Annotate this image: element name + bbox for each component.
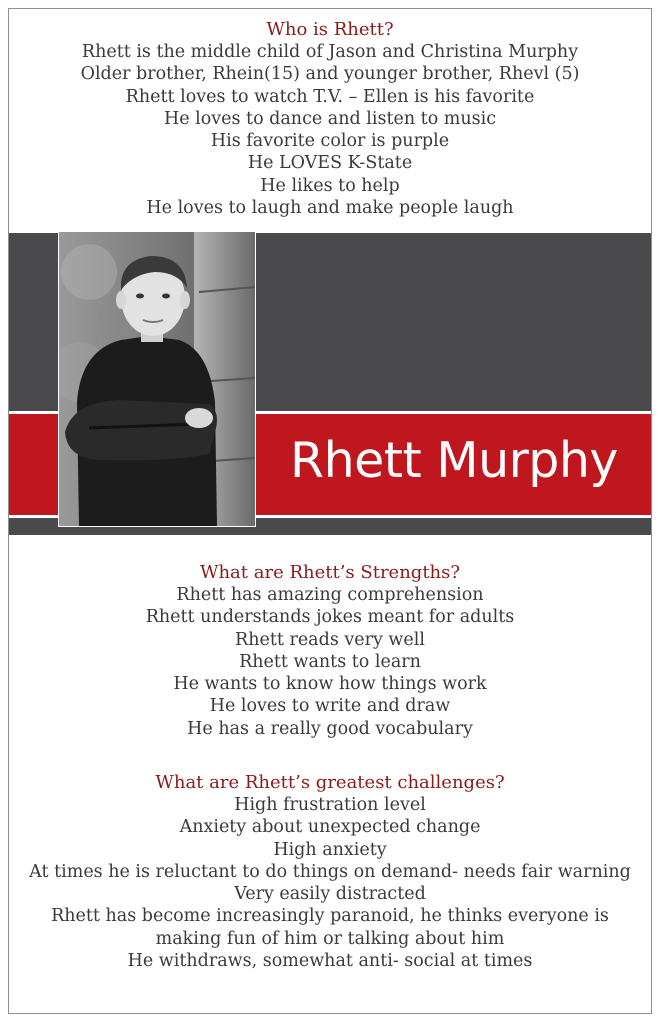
challenges-line: He withdraws, somewhat anti- social at times	[127, 951, 533, 972]
challenges-line: High anxiety	[273, 839, 387, 860]
about-line: He likes to help	[260, 175, 400, 196]
about-line: Older brother, Rhein(15) and younger brother, Rhevl (5)	[80, 64, 580, 85]
strengths-section	[8, 562, 652, 740]
challenges-line: At times he is reluctant to do things on demand- needs fair warning	[29, 861, 631, 882]
challenges-line: Rhett has become increasingly paranoid, he thinks everyone is making fun of him or talking about him	[51, 906, 609, 949]
strengths-line: He has a really good vocabulary	[187, 718, 473, 739]
strengths-line: Rhett reads very well	[235, 629, 425, 650]
challenges-line: High frustration level	[234, 795, 426, 815]
challenges-heading: What are Rhett’s greatest challenges?	[155, 772, 505, 793]
about-section	[8, 19, 652, 219]
about-line: He loves to dance and listen to music	[163, 108, 497, 129]
about-line: He loves to laugh and make people laugh	[146, 198, 514, 219]
student-name: Rhett Murphy	[290, 432, 618, 489]
strengths-line: He wants to know how things work	[173, 674, 487, 695]
challenges-line: Very easily distracted	[234, 884, 426, 905]
strengths-line: Rhett understands jokes meant for adults	[145, 607, 515, 628]
challenges-section	[8, 772, 652, 972]
portrait-illustration	[59, 232, 255, 526]
strengths-line: Rhett has amazing comprehension	[176, 585, 484, 605]
about-line: Rhett loves to watch T.V. – Ellen is his favorite	[125, 86, 535, 107]
about-line: Rhett is the middle child of Jason and Christina Murphy	[81, 42, 579, 62]
about-line: He LOVES K-State	[247, 153, 413, 174]
challenges-line: Anxiety about unexpected change	[179, 817, 481, 838]
strengths-line: He loves to write and draw	[209, 696, 451, 717]
about-heading: Who is Rhett?	[266, 19, 394, 40]
strengths-heading: What are Rhett’s Strengths?	[199, 562, 461, 583]
strengths-line: Rhett wants to learn	[239, 651, 421, 672]
boy-portrait-photo	[58, 231, 256, 527]
about-line: His favorite color is purple	[210, 131, 450, 152]
